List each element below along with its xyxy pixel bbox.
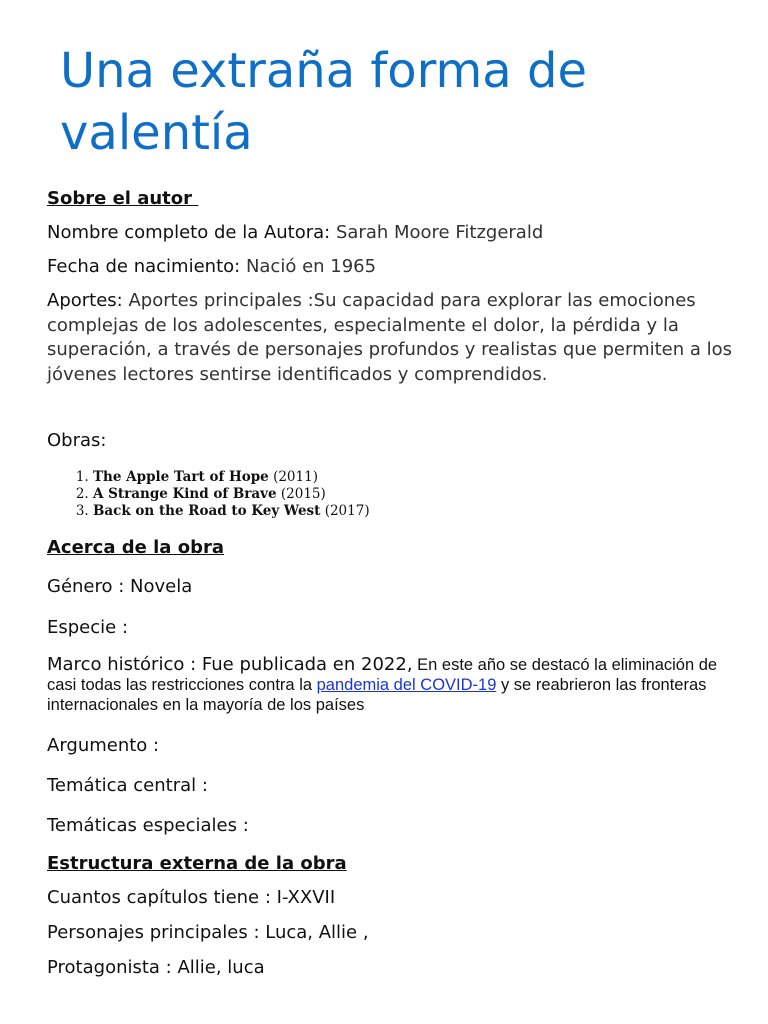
work-title: A Strange Kind of Brave bbox=[93, 486, 277, 502]
chapters-line: Cuantos capítulos tiene : I-XXVII bbox=[47, 887, 336, 908]
covid-pandemic-link[interactable]: pandemia del COVID-19 bbox=[316, 676, 497, 694]
work-title: The Apple Tart of Hope bbox=[93, 469, 269, 485]
author-section-heading: Sobre el autor bbox=[47, 188, 199, 209]
author-name-line bbox=[47, 222, 543, 243]
list-item bbox=[93, 469, 370, 486]
author-name-value: Sarah Moore Fitzgerald bbox=[330, 222, 544, 243]
works-label: Obras: bbox=[47, 430, 107, 451]
structure-section-heading: Estructura externa de la obra bbox=[47, 853, 347, 874]
protagonist-line: Protagonista : Allie, luca bbox=[47, 957, 265, 978]
list-item bbox=[93, 503, 370, 520]
historical-context-lead: Marco histórico : Fue publicada en 2022, bbox=[47, 654, 413, 675]
central-theme-line: Temática central : bbox=[47, 775, 208, 796]
work-year: (2011) bbox=[268, 469, 318, 485]
historical-context-text: En este año se destacó la eliminación de casi todas las restricciones contra la bbox=[47, 656, 718, 694]
special-themes-line: Temáticas especiales : bbox=[47, 815, 249, 836]
work-title: Back on the Road to Key West bbox=[93, 503, 321, 519]
genre-line: Género : Novela bbox=[47, 576, 193, 597]
historical-context-paragraph bbox=[47, 655, 737, 715]
argument-line: Argumento : bbox=[47, 735, 160, 756]
author-name-label: Nombre completo de la Autora: bbox=[47, 222, 331, 243]
work-section-heading: Acerca de la obra bbox=[47, 537, 224, 558]
birth-date-line bbox=[47, 256, 376, 277]
list-item bbox=[93, 486, 370, 503]
works-list bbox=[0, 469, 370, 520]
main-characters-line: Personajes principales : Luca, Allie , bbox=[47, 922, 369, 943]
species-line: Especie : bbox=[47, 617, 129, 638]
document-title: Una extraña forma de valentía bbox=[60, 43, 587, 161]
contributions-value: Aportes principales :Su capacidad para explorar las emociones complejas de los adolescentes, especialmente el dolor, la pérdida y la superación, a través de personajes profundos y realistas que permiten a los jóvenes lectores sentirse identificados y comprendidos. bbox=[47, 290, 733, 385]
birth-date-value: Nació en 1965 bbox=[240, 256, 377, 277]
contributions-label: Aportes: bbox=[47, 290, 123, 311]
historical-context-text-end: y se reabrieron las fronteras internacionales en la mayoría de los países bbox=[47, 676, 707, 714]
birth-date-label: Fecha de nacimiento: bbox=[47, 256, 241, 277]
work-year: (2017) bbox=[320, 503, 370, 519]
contributions-paragraph bbox=[47, 289, 737, 387]
work-year: (2015) bbox=[276, 486, 326, 502]
